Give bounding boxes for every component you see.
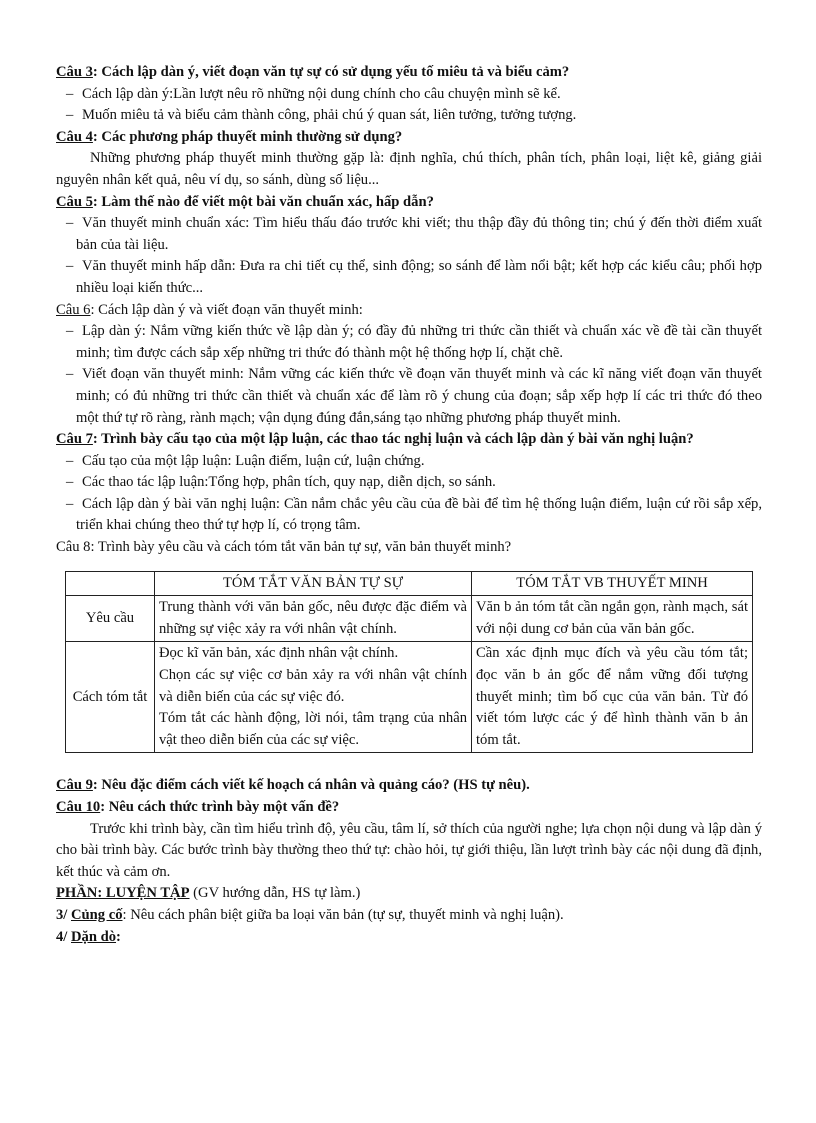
homework-label: Dặn dò [71, 928, 117, 945]
practice-label: PHẦN: LUYỆN TẬP [56, 885, 190, 902]
question-4-heading [56, 127, 762, 149]
consolidate-number: 3/ [56, 906, 71, 923]
question-7-item: – Cách lập dàn ý bài văn nghị luận: Cần nắm chắc yêu cầu của đề bài để tìm hệ thống luận điểm, luận cứ rồi sắp xếp, triển khai chúng theo thứ tự hợp lí, có trọng tâm. [56, 494, 762, 537]
question-9-label: Câu 9 [56, 777, 93, 794]
question-6-label: Câu 6 [56, 301, 91, 318]
homework-text: : [116, 928, 121, 945]
question-3-item: – Cách lập dàn ý:Lần lượt nêu rõ những nội dung chính cho câu chuyện mình sẽ kể. [56, 84, 762, 106]
table-cell: Trung thành với văn bản gốc, nêu được đặc điểm và những sự việc xảy ra với nhân vật chính. [155, 596, 472, 642]
table-row [66, 596, 753, 642]
row-header-method: Cách tóm tắt [66, 642, 155, 753]
question-10-title: : Nêu cách thức trình bày một vấn đề? [100, 799, 340, 815]
document-page [56, 62, 762, 948]
question-4-label: Câu 4 [56, 128, 93, 145]
question-3-label: Câu 3 [56, 64, 93, 80]
question-4-body: Những phương pháp thuyết minh thường gặp là: định nghĩa, chú thích, phân tích, phân loại, liệt kê, giảng giải nguyên nhân kết quả, nêu ví dụ, so sánh, dùng số liệu... [56, 150, 762, 188]
homework-section [56, 927, 762, 949]
practice-note: (GV hướng dẫn, HS tự làm.) [189, 885, 361, 902]
table-header-expository: TÓM TẮT VB THUYẾT MINH [472, 571, 753, 596]
question-9-heading [56, 775, 762, 797]
question-6-item: – Viết đoạn văn thuyết minh: Nắm vững các kiến thức về đoạn văn thuyết minh và các kĩ năng viết đoạn văn thuyết minh; có đủ những tri thức cần thiết và chuẩn xác để làm rõ ý chung của đoạn; sắp xếp hợp lí các tri thức đó theo một thứ tự rõ ràng, rành mạch; vận dụng đúng đắn,sáng tạo những phương pháp thuyết minh. [56, 364, 762, 429]
cell-line: Chọn các sự việc cơ bản xảy ra với nhân vật chính và diễn biến của các sự việc đó. [159, 667, 467, 705]
table-cell: Văn b ản tóm tắt cần ngắn gọn, rành mạch, sát với nội dung cơ bản của văn bản gốc. [472, 596, 753, 642]
question-7-label: Câu 7 [56, 431, 93, 448]
question-9-title: : Nêu đặc điểm cách viết kế hoạch cá nhân và quảng cáo? (HS tự nêu). [92, 777, 530, 794]
question-5-item: – Văn thuyết minh hấp dẫn: Đưa ra chi tiết cụ thể, sinh động; so sánh để làm nổi bật; kết hợp các kiểu câu; phối hợp nhiều loại kiến thức... [56, 256, 762, 299]
table-cell [155, 642, 472, 753]
question-7-item: – Các thao tác lập luận:Tổng hợp, phân tích, quy nạp, diễn dịch, so sánh. [56, 472, 762, 494]
row-header-requirements: Yêu cầu [66, 596, 155, 642]
cell-line: Đọc kĩ văn bản, xác định nhân vật chính. [159, 645, 399, 662]
question-6-heading [56, 300, 762, 322]
table-row [66, 642, 753, 753]
table-header-row [66, 571, 753, 596]
cell-line: Tóm tắt các hành động, lời nói, tâm trạng của nhân vật theo diễn biến của các sự việc. [159, 710, 467, 748]
question-8-heading: Câu 8: Trình bày yêu cầu và cách tóm tắt văn bản tự sự, văn bản thuyết minh? [56, 539, 512, 556]
question-10-heading [56, 797, 762, 819]
question-7-item: – Cấu tạo của một lập luận: Luận điểm, luận cứ, luận chứng. [56, 451, 762, 473]
question-10-body: Trước khi trình bày, cần tìm hiểu trình độ, yêu cầu, tâm lí, sở thích của người nghe; lựa chọn nội dung và lập dàn ý cho bài trình bày. Các bước trình bày thường theo thứ tự: chào hỏi, tự giới thiệu, lần lượt trình bày các nội dung đã định, kết thúc và cảm ơn. [56, 820, 762, 880]
question-7-title: : Trình bày cấu tạo của một lập luận, các thao tác nghị luận và cách lập dàn ý bài văn nghị luận? [92, 431, 694, 448]
question-3-heading [56, 62, 762, 84]
question-5-heading [56, 192, 762, 214]
homework-number: 4/ [56, 928, 71, 945]
consolidate-label: Củng cố [71, 906, 123, 923]
question-7-heading [56, 429, 762, 451]
question-6-title: : Cách lập dàn ý và viết đoạn văn thuyết minh: [90, 301, 363, 318]
table-header-narrative: TÓM TẮT VĂN BẢN TỰ SỰ [155, 571, 472, 596]
consolidate-section [56, 905, 762, 927]
table-corner-cell [66, 571, 155, 596]
summary-table [65, 571, 753, 754]
question-5-label: Câu 5 [56, 193, 93, 210]
table-cell: Cần xác định mục đích và yêu cầu tóm tắt; đọc văn b ản gốc để nắm vững đối tượng thuyết minh; tìm bố cục của văn bản. Từ đó viết tóm lược các ý để hình thành văn b ản tóm tắt. [472, 642, 753, 753]
consolidate-text: : Nêu cách phân biệt giữa ba loại văn bản (tự sự, thuyết minh và nghị luận). [122, 906, 564, 923]
question-10-label: Câu 10 [56, 799, 101, 815]
question-5-item: – Văn thuyết minh chuẩn xác: Tìm hiểu thấu đáo trước khi viết; thu thập đầy đủ thông tin; chú ý đến thời điểm xuất bản của tài liệu. [56, 213, 762, 256]
question-5-title: : Làm thế nào để viết một bài văn chuẩn xác, hấp dẫn? [92, 193, 434, 210]
question-3-title: : Cách lập dàn ý, viết đoạn văn tự sự có sử dụng yếu tố miêu tả và biểu cảm? [92, 64, 570, 80]
question-3-item: – Muốn miêu tả và biểu cảm thành công, phải chú ý quan sát, liên tưởng, tưởng tượng. [56, 105, 762, 127]
question-4-title: : Các phương pháp thuyết minh thường sử dụng? [92, 128, 403, 145]
practice-section [56, 883, 762, 905]
question-6-item: – Lập dàn ý: Nắm vững kiến thức về lập dàn ý; có đầy đủ những tri thức cần thiết và chuẩn xác về đề tài cần thuyết minh; tìm được cách sắp xếp những tri thức đó thành một hệ thống hợp lí, chặt chẽ. [56, 321, 762, 364]
